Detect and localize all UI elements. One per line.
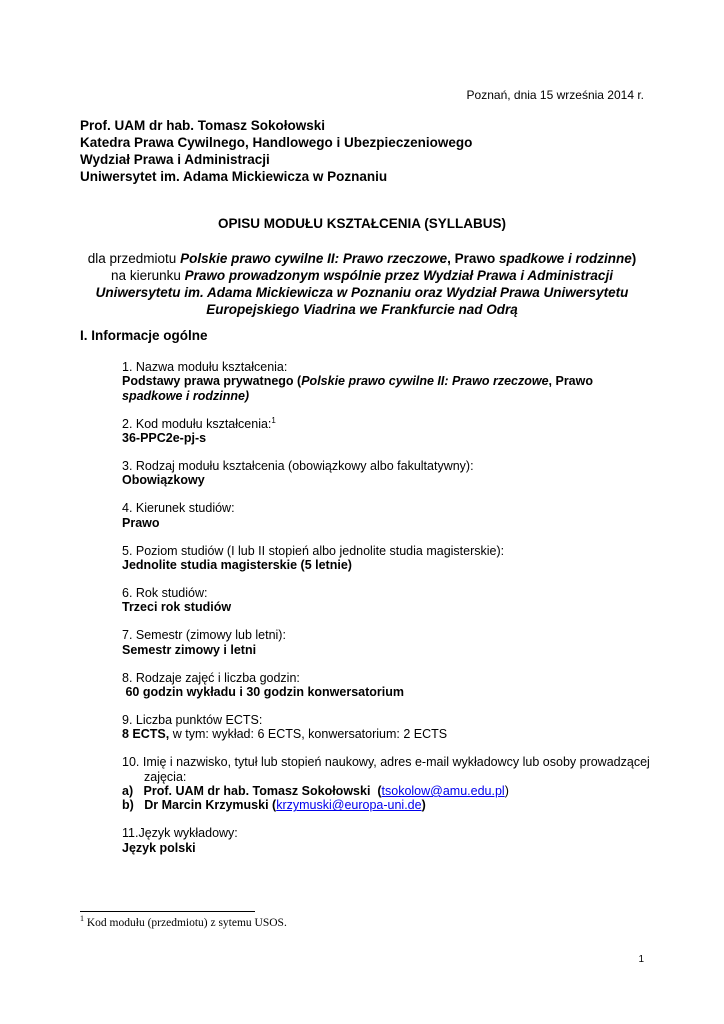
lecturer-name: a) Prof. UAM dr hab. Tomasz Sokołowski ( — [122, 784, 382, 799]
author-block — [80, 117, 472, 185]
info-item-field — [122, 501, 652, 530]
item-question: 11.Język wykładowy: — [122, 826, 238, 841]
lecturer-close: ) — [421, 798, 426, 813]
question-text: 2. Kod modułu kształcenia: — [122, 416, 272, 431]
info-item-ects — [122, 713, 652, 742]
item-question: 5. Poziom studiów (I lub II stopień albo jednolite studia magisterskie): — [122, 543, 505, 558]
item-answer: Obowiązkowy — [122, 473, 205, 488]
subject-description — [80, 250, 644, 318]
author-department: Katedra Prawa Cywilnego, Handlowego i Ubezpieczeniowego — [80, 135, 473, 150]
author-university: Uniwersytet im. Adama Mickiewicza w Poznaniu — [80, 169, 388, 184]
lecturer-email-link[interactable]: krzymuski@europa-uni.de — [276, 798, 422, 813]
subject-close: ) — [631, 251, 637, 266]
subject-program-prefix: na kierunku — [111, 268, 185, 283]
document-title: OPISU MODUŁU KSZTAŁCENIA (SYLLABUS) — [218, 216, 506, 231]
footnote-text: Kod modułu (przedmiotu) z sytemu USOS. — [84, 917, 287, 929]
item-question — [122, 417, 652, 431]
item-answer — [122, 727, 652, 741]
lecturer-a — [122, 784, 652, 798]
lecturer-name: b) Dr Marcin Krzymuski ( — [122, 798, 277, 813]
subject-prefix: dla przedmiotu — [87, 251, 181, 266]
item-answer: Język polski — [122, 840, 196, 855]
info-item-module-type — [122, 459, 652, 488]
answer-part: , Prawo — [548, 374, 593, 389]
item-question: 6. Rok studiów: — [122, 585, 208, 600]
item-answer: Trzeci rok studiów — [122, 600, 232, 615]
author-name: Prof. UAM dr hab. Tomasz Sokołowski — [80, 118, 326, 133]
info-item-module-code — [122, 417, 652, 446]
lecturer-close: ) — [504, 784, 509, 799]
footnote — [80, 914, 287, 929]
lecturer-b — [122, 798, 652, 812]
subject-program: Prawo prowadzonym wspólnie przez Wydział Prawa i Administracji Uniwersytetu im. Adama Mickiewicza w Poznaniu oraz Wydział Prawa Uniwersytetu Europejskiego Viadrina we Frankfurcie nad Odrą — [95, 268, 629, 317]
item-answer: Semestr zimowy i letni — [122, 642, 257, 657]
lecturer-email-link[interactable]: tsokolow@amu.edu.pl — [381, 784, 505, 799]
item-answer: 60 godzin wykładu i 30 godzin konwersatorium — [122, 685, 404, 699]
answer-part: Podstawy prawa prywatnego ( — [122, 374, 302, 389]
info-item-hours — [122, 671, 652, 700]
item-question: 1. Nazwa modułu kształcenia: — [122, 360, 288, 374]
item-answer: Prawo — [122, 515, 160, 530]
answer-bold: 8 ECTS, — [122, 727, 170, 742]
item-question: 4. Kierunek studiów: — [122, 501, 235, 516]
subject-sep: , Prawo — [447, 251, 499, 266]
item-answer: Jednolite studia magisterskie (5 letnie) — [122, 558, 352, 573]
info-item-year — [122, 586, 652, 615]
subject-course-name: Polskie prawo cywilne II: Prawo rzeczowe — [180, 251, 448, 266]
item-question: 10. Imię i nazwisko, tytuł lub stopień naukowy, adres e-mail wykładowcy lub osoby prowadzącej zajęcia: — [122, 755, 650, 784]
item-answer — [122, 374, 652, 403]
author-faculty: Wydział Prawa i Administracji — [80, 152, 270, 167]
item-question: 3. Rodzaj modułu kształcenia (obowiązkowy albo fakultatywny): — [122, 459, 474, 474]
item-question: 8. Rodzaje zajęć i liczba godzin: — [122, 670, 300, 685]
info-list — [122, 360, 652, 869]
answer-italic: Polskie prawo cywilne II: Prawo rzeczowe — [301, 374, 549, 389]
item-question: 7. Semestr (zimowy lub letni): — [122, 628, 286, 643]
info-item-semester — [122, 628, 652, 657]
answer-italic: spadkowe i rodzinne) — [122, 388, 250, 403]
footnote-ref: 1 — [271, 415, 276, 425]
item-question: 9. Liczba punktów ECTS: — [122, 712, 263, 727]
answer-rest: w tym: wykład: 6 ECTS, konwersatorium: 2 ECTS — [169, 727, 448, 742]
document-date: Poznań, dnia 15 września 2014 r. — [466, 88, 644, 102]
footnote-divider — [80, 911, 255, 912]
item-answer: 36-PPC2e-pj-s — [122, 431, 207, 446]
section-heading: I. Informacje ogólne — [80, 328, 208, 343]
info-item-level — [122, 544, 652, 573]
info-item-lecturers — [122, 755, 652, 813]
info-item-language — [122, 826, 652, 855]
info-item-module-name — [122, 360, 652, 403]
page-number: 1 — [638, 954, 644, 965]
subject-course-name-2: spadkowe i rodzinne — [498, 251, 632, 266]
footnote-number: 1 — [80, 914, 84, 924]
